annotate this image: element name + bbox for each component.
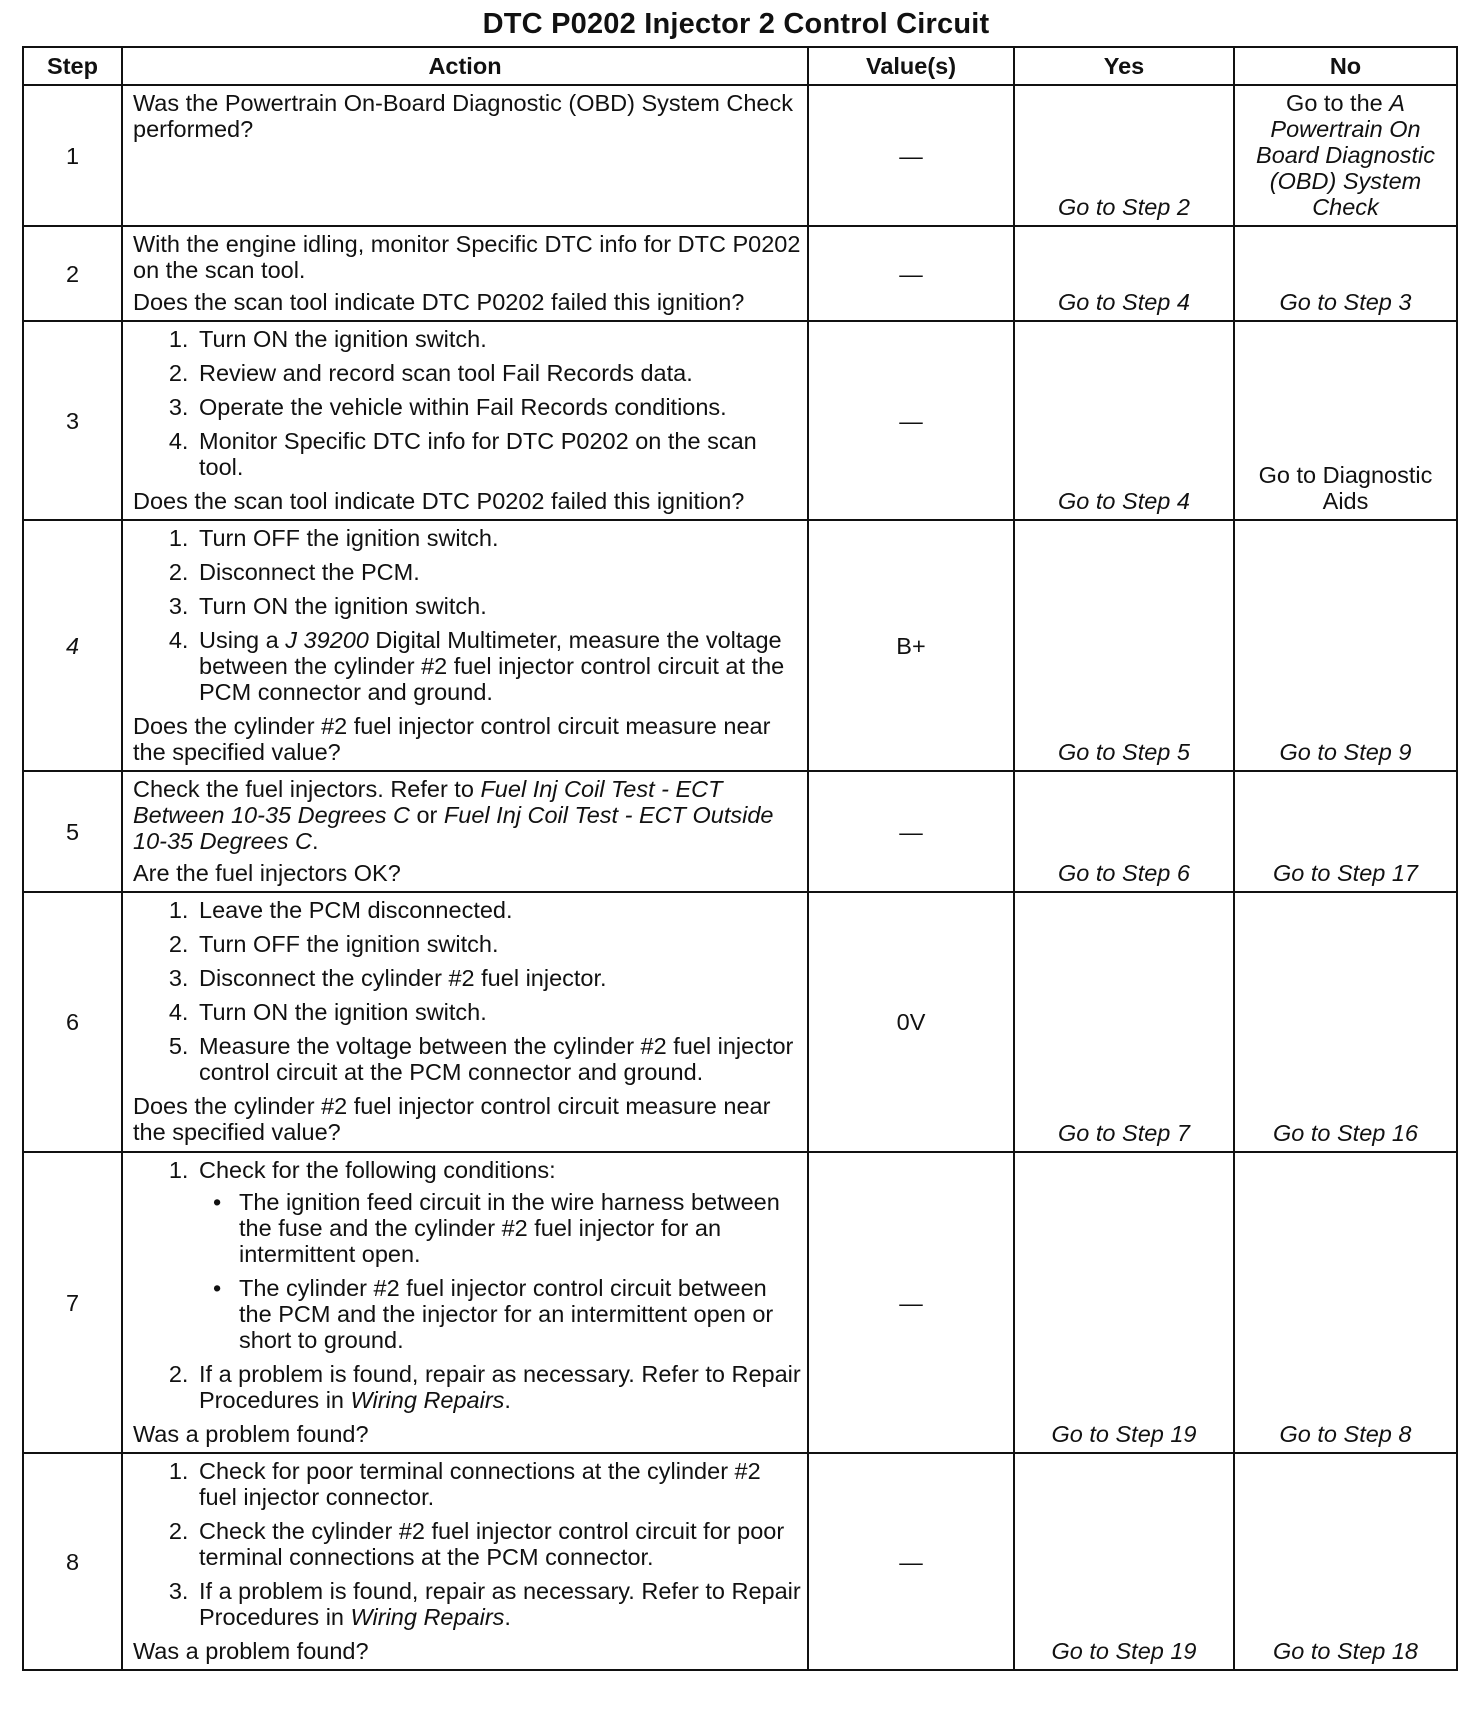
action-text <box>133 776 801 854</box>
item-text: Digital Multimeter, measure the voltage between the cylinder #2 fuel injector control circuit at the PCM connector and ground. <box>199 627 785 705</box>
question-text: Was a problem found? <box>133 1421 369 1447</box>
no-cell: Go to Step 8 <box>1234 1152 1457 1453</box>
question-text: Does the scan tool indicate DTC P0202 failed this ignition? <box>133 289 745 315</box>
step-number: 6 <box>23 892 122 1152</box>
question-text: Are the fuel injectors OK? <box>133 860 401 886</box>
value-cell: — <box>808 226 1014 321</box>
item-text: . <box>504 1387 511 1413</box>
step-number: 7 <box>23 1152 122 1453</box>
no-cell: Go to Step 3 <box>1234 226 1457 321</box>
question-text: Does the cylinder #2 fuel injector control circuit measure near the specified value? <box>133 713 771 765</box>
diagnostic-table <box>22 46 1458 1671</box>
action-cell <box>122 892 808 1152</box>
item-text: If a problem is found, repair as necessary. Refer to Repair Procedures in <box>199 1578 801 1630</box>
procedure-reference: Fuel Inj Coil Test - ECT Between 10-35 Degrees C <box>133 776 723 828</box>
question-text: Does the cylinder #2 fuel injector control circuit measure near the specified value? <box>133 1093 771 1145</box>
list-item: 3. Turn ON the ignition switch. <box>195 593 801 619</box>
action-steps-list <box>133 1157 801 1413</box>
value-cell: — <box>808 771 1014 892</box>
yes-cell: Go to Step 19 <box>1014 1152 1234 1453</box>
no-cell: Go to Step 18 <box>1234 1453 1457 1670</box>
value-cell: — <box>808 85 1014 226</box>
action-text: Was the Powertrain On-Board Diagnostic (OBD) System Check performed? <box>133 90 793 142</box>
header-action: Action <box>122 47 808 85</box>
table-row <box>23 892 1457 1152</box>
yes-cell: Go to Step 6 <box>1014 771 1234 892</box>
list-item <box>195 1157 801 1353</box>
action-cell <box>122 321 808 520</box>
list-item <box>195 627 801 705</box>
table-row <box>23 520 1457 771</box>
header-yes: Yes <box>1014 47 1234 85</box>
item-text: Using a <box>199 627 286 653</box>
procedure-reference: Wiring Repairs <box>350 1387 505 1413</box>
item-text: Check for the following conditions: <box>199 1157 556 1183</box>
header-no: No <box>1234 47 1457 85</box>
list-item: 4. Monitor Specific DTC info for DTC P0202 on the scan tool. <box>195 428 801 480</box>
page-title: DTC P0202 Injector 2 Control Circuit <box>482 8 990 40</box>
list-item: 4. Turn ON the ignition switch. <box>195 999 801 1025</box>
procedure-reference: Fuel Inj Coil Test - ECT Outside 10-35 Degrees C <box>133 802 774 854</box>
step-number: 8 <box>23 1453 122 1670</box>
list-item: 2. Disconnect the PCM. <box>195 559 801 585</box>
action-text: With the engine idling, monitor Specific DTC info for DTC P0202 on the scan tool. <box>133 231 801 283</box>
table-row <box>23 85 1457 226</box>
value-cell: B+ <box>808 520 1014 771</box>
list-item: 2. Turn OFF the ignition switch. <box>195 931 801 957</box>
table-row <box>23 771 1457 892</box>
table-row <box>23 226 1457 321</box>
step-number: 2 <box>23 226 122 321</box>
header-step: Step <box>23 47 122 85</box>
value-cell: — <box>808 1453 1014 1670</box>
list-item: 2. Review and record scan tool Fail Records data. <box>195 360 801 386</box>
list-item: 1. Turn ON the ignition switch. <box>195 326 801 352</box>
action-cell <box>122 771 808 892</box>
item-text: If a problem is found, repair as necessary. Refer to Repair Procedures in <box>199 1361 801 1413</box>
action-steps-list <box>133 1458 801 1630</box>
action-text-part: Check the fuel injectors. Refer to <box>133 776 481 802</box>
procedure-reference: Wiring Repairs <box>350 1604 505 1630</box>
yes-cell: Go to Step 19 <box>1014 1453 1234 1670</box>
list-item: 3. Disconnect the cylinder #2 fuel injector. <box>195 965 801 991</box>
no-cell: Go to Diagnostic Aids <box>1234 321 1457 520</box>
yes-cell: Go to Step 7 <box>1014 892 1234 1152</box>
question-text: Was a problem found? <box>133 1638 369 1664</box>
list-item: 2. Check the cylinder #2 fuel injector control circuit for poor terminal connections at the PCM connector. <box>195 1518 801 1570</box>
list-item <box>195 1578 801 1630</box>
bullet-item: • The cylinder #2 fuel injector control circuit between the PCM and the injector for an intermittent open or short to ground. <box>235 1275 801 1353</box>
action-steps-list <box>133 525 801 705</box>
action-steps-list <box>133 326 801 480</box>
action-cell <box>122 520 808 771</box>
bullet-item: • The ignition feed circuit in the wire harness between the fuse and the cylinder #2 fuel injector for an intermittent open. <box>235 1189 801 1267</box>
no-reference: A Powertrain On Board Diagnostic (OBD) System Check <box>1256 90 1435 220</box>
list-item: 3. Operate the vehicle within Fail Records conditions. <box>195 394 801 420</box>
tool-reference: J 39200 <box>285 627 369 653</box>
item-text: . <box>504 1604 511 1630</box>
action-cell <box>122 1453 808 1670</box>
table-row <box>23 1453 1457 1670</box>
no-cell: Go to Step 16 <box>1234 892 1457 1152</box>
condition-bullets <box>199 1189 801 1353</box>
no-cell: Go to Step 9 <box>1234 520 1457 771</box>
action-cell <box>122 226 808 321</box>
yes-cell: Go to Step 2 <box>1014 85 1234 226</box>
no-prefix: Go to the <box>1286 90 1390 116</box>
list-item: 5. Measure the voltage between the cylinder #2 fuel injector control circuit at the PCM connector and ground. <box>195 1033 801 1085</box>
step-number: 4 <box>23 520 122 771</box>
header-value: Value(s) <box>808 47 1014 85</box>
no-cell <box>1234 85 1457 226</box>
no-cell: Go to Step 17 <box>1234 771 1457 892</box>
list-item <box>195 1361 801 1413</box>
action-text-part: . <box>311 828 319 854</box>
yes-cell: Go to Step 4 <box>1014 321 1234 520</box>
table-header-row <box>23 47 1457 85</box>
step-number: 3 <box>23 321 122 520</box>
question-text: Does the scan tool indicate DTC P0202 failed this ignition? <box>133 488 745 514</box>
value-cell: — <box>808 321 1014 520</box>
step-number: 5 <box>23 771 122 892</box>
list-item: 1. Leave the PCM disconnected. <box>195 897 801 923</box>
list-item: 1. Turn OFF the ignition switch. <box>195 525 801 551</box>
action-text-part: or <box>409 802 444 828</box>
value-cell: — <box>808 1152 1014 1453</box>
yes-cell: Go to Step 5 <box>1014 520 1234 771</box>
yes-cell: Go to Step 4 <box>1014 226 1234 321</box>
action-cell <box>122 1152 808 1453</box>
list-item: 1. Check for poor terminal connections at the cylinder #2 fuel injector connector. <box>195 1458 801 1510</box>
value-cell: 0V <box>808 892 1014 1152</box>
action-cell <box>122 85 808 226</box>
table-row <box>23 1152 1457 1453</box>
action-steps-list <box>133 897 801 1085</box>
table-row <box>23 321 1457 520</box>
step-number: 1 <box>23 85 122 226</box>
